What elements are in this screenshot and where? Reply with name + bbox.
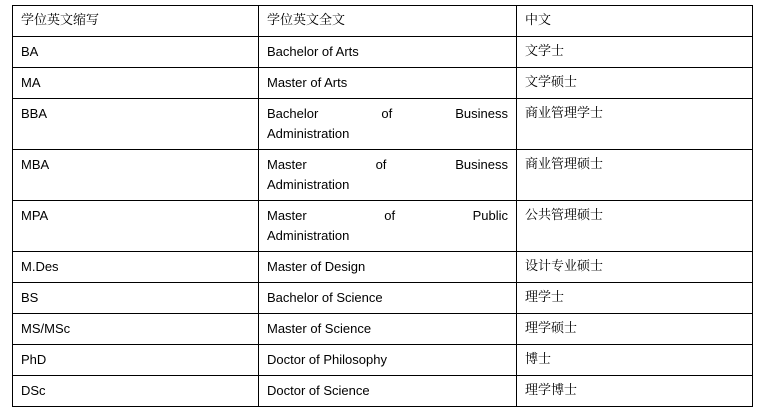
full-name-line-1: Bachelor of Business [267,106,508,121]
table-row [13,345,753,376]
cell-abbreviation: BBA [13,99,259,150]
cell-chinese: 商业管理硕士 [517,150,753,201]
cell-chinese: 公共管理硕士 [517,201,753,252]
cell-abbreviation: MS/MSc [13,314,259,345]
full-name-line-2: Administration [267,228,350,243]
column-header-abbreviation: 学位英文缩写 [13,6,259,37]
degree-abbreviation-table [12,5,753,407]
cell-chinese: 理学博士 [517,376,753,407]
table-row [13,376,753,407]
cell-chinese: 理学硕士 [517,314,753,345]
cell-abbreviation: BA [13,37,259,68]
cell-abbreviation: MBA [13,150,259,201]
cell-full-name: Bachelor of Arts [259,37,517,68]
table-row [13,252,753,283]
full-name-line-2: Administration [267,126,350,141]
full-name-line-1: Master of Business [267,157,508,172]
table-row [13,99,753,150]
column-header-full-name: 学位英文全文 [259,6,517,37]
cell-abbreviation: BS [13,283,259,314]
cell-full-name: Doctor of Philosophy [259,345,517,376]
cell-abbreviation: MA [13,68,259,99]
cell-chinese: 文学士 [517,37,753,68]
full-name-line-2: Administration [267,177,350,192]
cell-abbreviation: DSc [13,376,259,407]
cell-chinese: 商业管理学士 [517,99,753,150]
cell-chinese: 理学士 [517,283,753,314]
table-row [13,314,753,345]
cell-abbreviation: M.Des [13,252,259,283]
table-row [13,283,753,314]
cell-full-name: Master of Science [259,314,517,345]
table-row [13,201,753,252]
full-name-line-1: Master of Public [267,208,508,223]
cell-full-name [259,99,517,150]
cell-full-name [259,150,517,201]
table-header-row [13,6,753,37]
table-row [13,150,753,201]
cell-chinese: 文学硕士 [517,68,753,99]
table-row [13,68,753,99]
cell-full-name [259,201,517,252]
cell-chinese: 设计专业硕士 [517,252,753,283]
cell-abbreviation: MPA [13,201,259,252]
cell-full-name: Doctor of Science [259,376,517,407]
column-header-chinese: 中文 [517,6,753,37]
cell-full-name: Master of Design [259,252,517,283]
cell-full-name: Master of Arts [259,68,517,99]
cell-full-name: Bachelor of Science [259,283,517,314]
cell-chinese: 博士 [517,345,753,376]
cell-abbreviation: PhD [13,345,259,376]
table-row [13,37,753,68]
table-body [13,6,753,407]
